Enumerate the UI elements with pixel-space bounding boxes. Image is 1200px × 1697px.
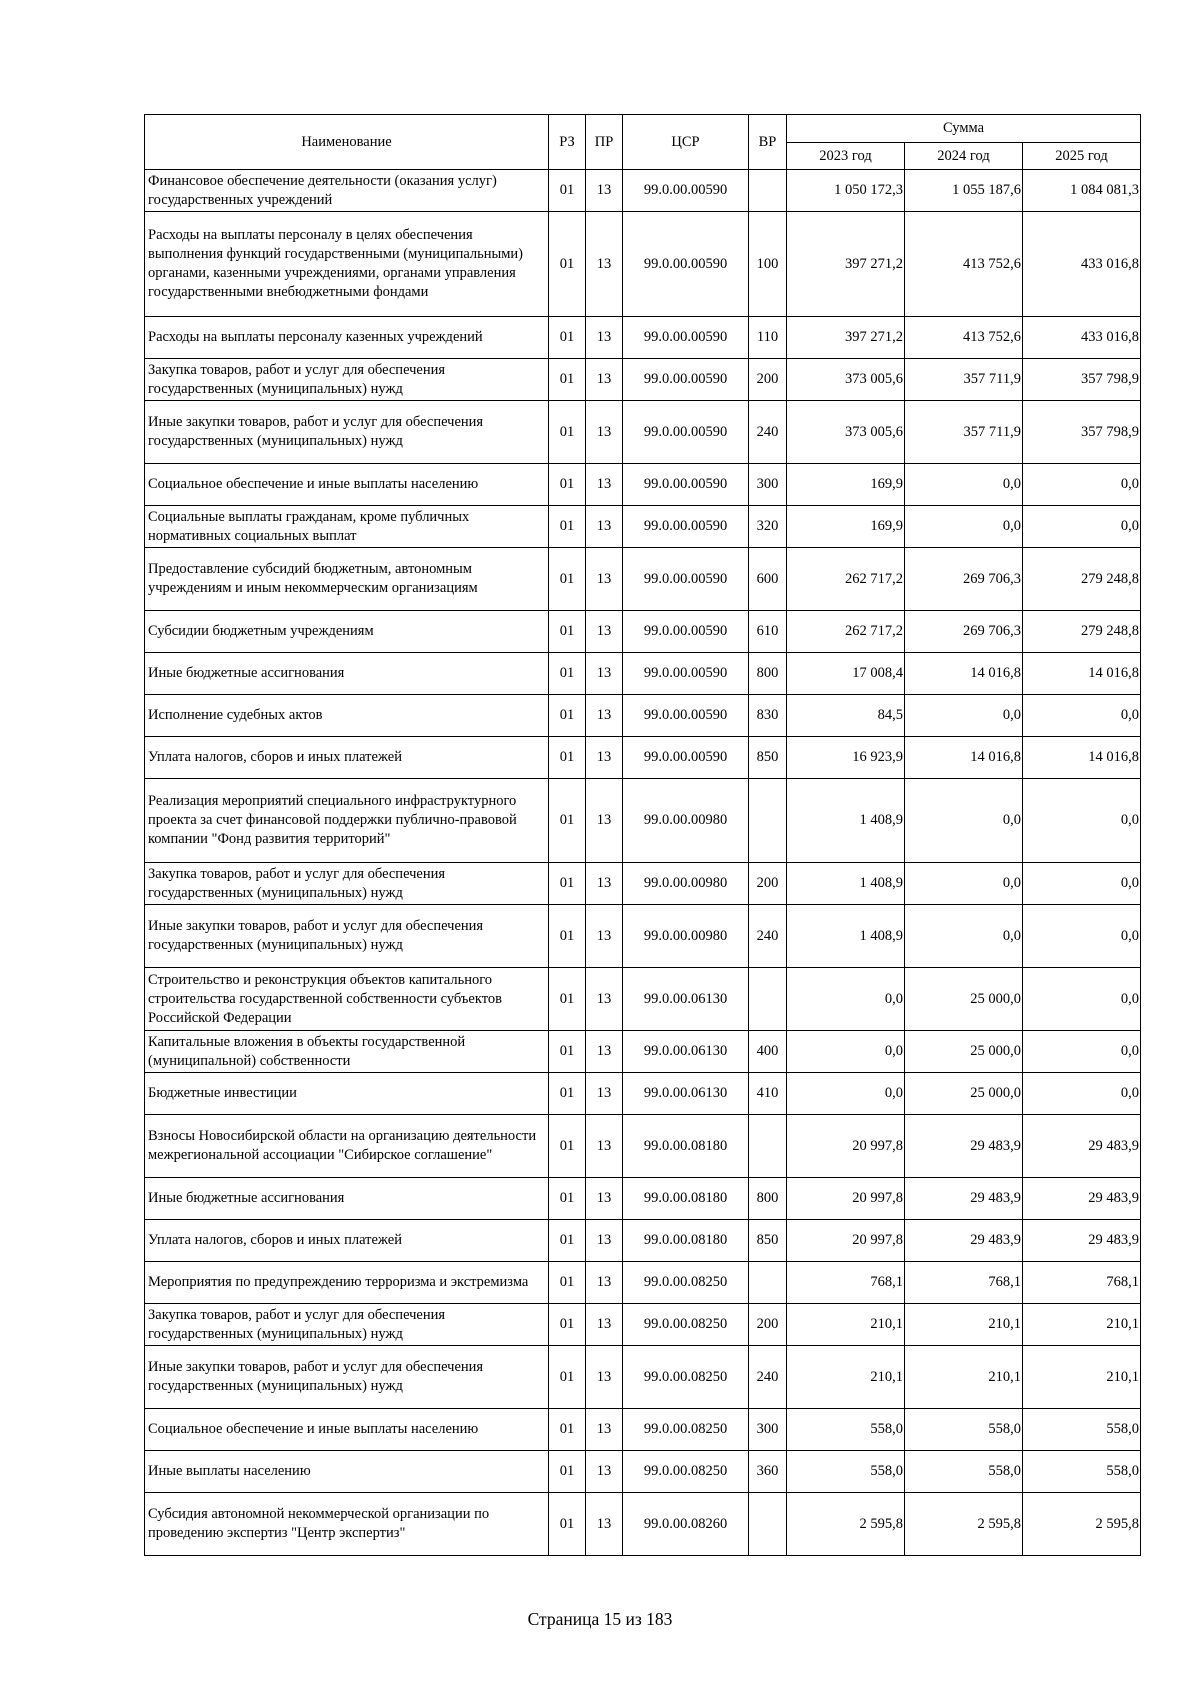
cell-sum-2023: 397 271,2 bbox=[787, 317, 905, 359]
table-row bbox=[145, 170, 1141, 212]
header-year-2024: 2024 год bbox=[905, 143, 1023, 170]
cell-pr: 13 bbox=[586, 1493, 623, 1556]
table-row bbox=[145, 1346, 1141, 1409]
cell-sum-2024: 269 706,3 bbox=[905, 611, 1023, 653]
cell-name: Предоставление субсидий бюджетным, автономным учреждениям и иным некоммерческим организациям bbox=[145, 548, 549, 611]
cell-name: Реализация мероприятий специального инфраструктурного проекта за счет финансовой поддержки публично-правовой компании "Фонд развития территорий" bbox=[145, 779, 549, 863]
cell-rz: 01 bbox=[549, 779, 586, 863]
cell-sum-2024: 25 000,0 bbox=[905, 1031, 1023, 1073]
cell-sum-2025: 0,0 bbox=[1023, 506, 1141, 548]
cell-sum-2024: 25 000,0 bbox=[905, 1073, 1023, 1115]
cell-rz: 01 bbox=[549, 1304, 586, 1346]
cell-pr: 13 bbox=[586, 359, 623, 401]
cell-pr: 13 bbox=[586, 1178, 623, 1220]
cell-sum-2023: 0,0 bbox=[787, 1073, 905, 1115]
cell-sum-2025: 558,0 bbox=[1023, 1409, 1141, 1451]
cell-csr: 99.0.00.08250 bbox=[623, 1409, 749, 1451]
cell-sum-2023: 397 271,2 bbox=[787, 212, 905, 317]
cell-name: Расходы на выплаты персоналу в целях обеспечения выполнения функций государственными (муниципальными) органами, казенными учреждениями, органами управления государственными внебюджетными фондами bbox=[145, 212, 549, 317]
cell-vr: 830 bbox=[749, 695, 787, 737]
cell-csr: 99.0.00.00590 bbox=[623, 317, 749, 359]
cell-vr: 300 bbox=[749, 464, 787, 506]
cell-rz: 01 bbox=[549, 359, 586, 401]
cell-sum-2024: 413 752,6 bbox=[905, 317, 1023, 359]
cell-rz: 01 bbox=[549, 611, 586, 653]
cell-csr: 99.0.00.08250 bbox=[623, 1451, 749, 1493]
cell-rz: 01 bbox=[549, 317, 586, 359]
cell-sum-2023: 1 050 172,3 bbox=[787, 170, 905, 212]
cell-rz: 01 bbox=[549, 1073, 586, 1115]
cell-sum-2023: 373 005,6 bbox=[787, 401, 905, 464]
cell-rz: 01 bbox=[549, 968, 586, 1031]
page-number: Страница 15 из 183 bbox=[527, 1609, 673, 1629]
cell-name: Мероприятия по предупреждению терроризма и экстремизма bbox=[145, 1262, 549, 1304]
cell-csr: 99.0.00.00590 bbox=[623, 611, 749, 653]
cell-pr: 13 bbox=[586, 737, 623, 779]
cell-rz: 01 bbox=[549, 506, 586, 548]
cell-sum-2025: 558,0 bbox=[1023, 1451, 1141, 1493]
header-csr: ЦСР bbox=[623, 115, 749, 170]
cell-rz: 01 bbox=[549, 1451, 586, 1493]
cell-sum-2025: 0,0 bbox=[1023, 1073, 1141, 1115]
cell-sum-2023: 558,0 bbox=[787, 1451, 905, 1493]
cell-pr: 13 bbox=[586, 611, 623, 653]
cell-rz: 01 bbox=[549, 695, 586, 737]
cell-vr: 240 bbox=[749, 401, 787, 464]
cell-sum-2024: 357 711,9 bbox=[905, 401, 1023, 464]
cell-pr: 13 bbox=[586, 1409, 623, 1451]
cell-csr: 99.0.00.00590 bbox=[623, 737, 749, 779]
cell-sum-2024: 0,0 bbox=[905, 695, 1023, 737]
cell-rz: 01 bbox=[549, 1178, 586, 1220]
cell-sum-2024: 0,0 bbox=[905, 863, 1023, 905]
cell-sum-2024: 25 000,0 bbox=[905, 968, 1023, 1031]
cell-sum-2024: 210,1 bbox=[905, 1304, 1023, 1346]
cell-csr: 99.0.00.00980 bbox=[623, 863, 749, 905]
cell-sum-2023: 768,1 bbox=[787, 1262, 905, 1304]
cell-sum-2024: 210,1 bbox=[905, 1346, 1023, 1409]
cell-pr: 13 bbox=[586, 1073, 623, 1115]
cell-sum-2024: 29 483,9 bbox=[905, 1220, 1023, 1262]
cell-rz: 01 bbox=[549, 1493, 586, 1556]
cell-sum-2023: 0,0 bbox=[787, 1031, 905, 1073]
table-row bbox=[145, 1262, 1141, 1304]
cell-name: Исполнение судебных актов bbox=[145, 695, 549, 737]
cell-sum-2025: 0,0 bbox=[1023, 863, 1141, 905]
cell-name: Иные закупки товаров, работ и услуг для обеспечения государственных (муниципальных) нужд bbox=[145, 1346, 549, 1409]
cell-sum-2025: 14 016,8 bbox=[1023, 737, 1141, 779]
cell-name: Субсидии бюджетным учреждениям bbox=[145, 611, 549, 653]
header-rz: РЗ bbox=[549, 115, 586, 170]
table-row bbox=[145, 1178, 1141, 1220]
cell-csr: 99.0.00.00590 bbox=[623, 464, 749, 506]
cell-csr: 99.0.00.00590 bbox=[623, 170, 749, 212]
cell-sum-2023: 16 923,9 bbox=[787, 737, 905, 779]
header-pr: ПР bbox=[586, 115, 623, 170]
cell-vr: 240 bbox=[749, 1346, 787, 1409]
cell-sum-2024: 29 483,9 bbox=[905, 1115, 1023, 1178]
header-year-2023: 2023 год bbox=[787, 143, 905, 170]
cell-rz: 01 bbox=[549, 212, 586, 317]
cell-name: Уплата налогов, сборов и иных платежей bbox=[145, 1220, 549, 1262]
cell-csr: 99.0.00.00590 bbox=[623, 506, 749, 548]
table-row bbox=[145, 317, 1141, 359]
cell-vr bbox=[749, 1115, 787, 1178]
cell-sum-2024: 357 711,9 bbox=[905, 359, 1023, 401]
cell-sum-2023: 84,5 bbox=[787, 695, 905, 737]
table-row bbox=[145, 611, 1141, 653]
cell-sum-2025: 0,0 bbox=[1023, 779, 1141, 863]
cell-pr: 13 bbox=[586, 1451, 623, 1493]
table-row bbox=[145, 548, 1141, 611]
cell-sum-2025: 14 016,8 bbox=[1023, 653, 1141, 695]
cell-pr: 13 bbox=[586, 1031, 623, 1073]
table-row bbox=[145, 737, 1141, 779]
cell-rz: 01 bbox=[549, 1346, 586, 1409]
cell-sum-2025: 1 084 081,3 bbox=[1023, 170, 1141, 212]
cell-vr: 200 bbox=[749, 863, 787, 905]
cell-csr: 99.0.00.00980 bbox=[623, 779, 749, 863]
table-row bbox=[145, 905, 1141, 968]
cell-csr: 99.0.00.00590 bbox=[623, 695, 749, 737]
cell-sum-2024: 558,0 bbox=[905, 1451, 1023, 1493]
cell-vr: 800 bbox=[749, 653, 787, 695]
cell-rz: 01 bbox=[549, 863, 586, 905]
cell-name: Иные бюджетные ассигнования bbox=[145, 1178, 549, 1220]
table-row bbox=[145, 779, 1141, 863]
header-vr: ВР bbox=[749, 115, 787, 170]
cell-csr: 99.0.00.08180 bbox=[623, 1115, 749, 1178]
cell-sum-2023: 262 717,2 bbox=[787, 611, 905, 653]
cell-vr: 410 bbox=[749, 1073, 787, 1115]
header-sum: Сумма bbox=[787, 115, 1141, 143]
cell-vr: 610 bbox=[749, 611, 787, 653]
cell-sum-2023: 169,9 bbox=[787, 506, 905, 548]
cell-vr bbox=[749, 1493, 787, 1556]
cell-pr: 13 bbox=[586, 695, 623, 737]
cell-csr: 99.0.00.00590 bbox=[623, 548, 749, 611]
cell-sum-2023: 210,1 bbox=[787, 1304, 905, 1346]
cell-vr: 100 bbox=[749, 212, 787, 317]
cell-sum-2025: 433 016,8 bbox=[1023, 317, 1141, 359]
cell-sum-2023: 1 408,9 bbox=[787, 905, 905, 968]
table-row bbox=[145, 653, 1141, 695]
cell-vr: 600 bbox=[749, 548, 787, 611]
cell-name: Иные бюджетные ассигнования bbox=[145, 653, 549, 695]
cell-sum-2023: 20 997,8 bbox=[787, 1178, 905, 1220]
cell-name: Закупка товаров, работ и услуг для обеспечения государственных (муниципальных) нужд bbox=[145, 359, 549, 401]
cell-csr: 99.0.00.08250 bbox=[623, 1304, 749, 1346]
cell-sum-2023: 262 717,2 bbox=[787, 548, 905, 611]
cell-pr: 13 bbox=[586, 779, 623, 863]
cell-pr: 13 bbox=[586, 1346, 623, 1409]
cell-sum-2025: 0,0 bbox=[1023, 905, 1141, 968]
cell-sum-2025: 2 595,8 bbox=[1023, 1493, 1141, 1556]
cell-csr: 99.0.00.00590 bbox=[623, 401, 749, 464]
cell-sum-2024: 413 752,6 bbox=[905, 212, 1023, 317]
cell-sum-2025: 433 016,8 bbox=[1023, 212, 1141, 317]
cell-sum-2024: 2 595,8 bbox=[905, 1493, 1023, 1556]
cell-csr: 99.0.00.08250 bbox=[623, 1346, 749, 1409]
budget-table-sheet bbox=[144, 114, 1140, 1556]
cell-sum-2025: 0,0 bbox=[1023, 464, 1141, 506]
cell-sum-2025: 0,0 bbox=[1023, 1031, 1141, 1073]
cell-sum-2023: 373 005,6 bbox=[787, 359, 905, 401]
cell-pr: 13 bbox=[586, 1115, 623, 1178]
cell-sum-2023: 20 997,8 bbox=[787, 1115, 905, 1178]
cell-csr: 99.0.00.08180 bbox=[623, 1220, 749, 1262]
cell-name: Субсидия автономной некоммерческой организации по проведению экспертиз "Центр экспертиз" bbox=[145, 1493, 549, 1556]
cell-sum-2024: 29 483,9 bbox=[905, 1178, 1023, 1220]
cell-pr: 13 bbox=[586, 1304, 623, 1346]
cell-sum-2023: 0,0 bbox=[787, 968, 905, 1031]
table-row bbox=[145, 1304, 1141, 1346]
table-row bbox=[145, 212, 1141, 317]
table-row bbox=[145, 863, 1141, 905]
cell-vr: 850 bbox=[749, 1220, 787, 1262]
cell-csr: 99.0.00.08250 bbox=[623, 1262, 749, 1304]
cell-vr: 360 bbox=[749, 1451, 787, 1493]
cell-sum-2025: 29 483,9 bbox=[1023, 1220, 1141, 1262]
cell-vr: 400 bbox=[749, 1031, 787, 1073]
cell-sum-2025: 768,1 bbox=[1023, 1262, 1141, 1304]
cell-csr: 99.0.00.00980 bbox=[623, 905, 749, 968]
cell-csr: 99.0.00.00590 bbox=[623, 359, 749, 401]
cell-name: Иные закупки товаров, работ и услуг для обеспечения государственных (муниципальных) нужд bbox=[145, 905, 549, 968]
cell-vr: 850 bbox=[749, 737, 787, 779]
cell-sum-2024: 0,0 bbox=[905, 464, 1023, 506]
cell-vr bbox=[749, 779, 787, 863]
cell-csr: 99.0.00.06130 bbox=[623, 968, 749, 1031]
cell-csr: 99.0.00.06130 bbox=[623, 1073, 749, 1115]
table-row bbox=[145, 401, 1141, 464]
cell-sum-2023: 169,9 bbox=[787, 464, 905, 506]
cell-pr: 13 bbox=[586, 212, 623, 317]
cell-sum-2023: 1 408,9 bbox=[787, 863, 905, 905]
cell-vr: 800 bbox=[749, 1178, 787, 1220]
cell-csr: 99.0.00.00590 bbox=[623, 653, 749, 695]
cell-name: Расходы на выплаты персоналу казенных учреждений bbox=[145, 317, 549, 359]
cell-sum-2025: 0,0 bbox=[1023, 695, 1141, 737]
cell-csr: 99.0.00.06130 bbox=[623, 1031, 749, 1073]
cell-sum-2024: 0,0 bbox=[905, 779, 1023, 863]
table-row bbox=[145, 464, 1141, 506]
table-row bbox=[145, 968, 1141, 1031]
cell-name: Капитальные вложения в объекты государственной (муниципальной) собственности bbox=[145, 1031, 549, 1073]
cell-pr: 13 bbox=[586, 1220, 623, 1262]
cell-sum-2024: 14 016,8 bbox=[905, 653, 1023, 695]
cell-sum-2023: 17 008,4 bbox=[787, 653, 905, 695]
cell-vr: 300 bbox=[749, 1409, 787, 1451]
table-row bbox=[145, 1031, 1141, 1073]
cell-pr: 13 bbox=[586, 170, 623, 212]
cell-sum-2024: 269 706,3 bbox=[905, 548, 1023, 611]
table-row bbox=[145, 506, 1141, 548]
cell-pr: 13 bbox=[586, 464, 623, 506]
cell-sum-2025: 29 483,9 bbox=[1023, 1178, 1141, 1220]
cell-pr: 13 bbox=[586, 653, 623, 695]
cell-name: Социальное обеспечение и иные выплаты населению bbox=[145, 464, 549, 506]
cell-vr bbox=[749, 170, 787, 212]
cell-rz: 01 bbox=[549, 905, 586, 968]
cell-sum-2025: 0,0 bbox=[1023, 968, 1141, 1031]
cell-csr: 99.0.00.08260 bbox=[623, 1493, 749, 1556]
cell-sum-2025: 210,1 bbox=[1023, 1304, 1141, 1346]
cell-name: Строительство и реконструкция объектов капитального строительства государственной собственности субъектов Российской Федерации bbox=[145, 968, 549, 1031]
cell-pr: 13 bbox=[586, 401, 623, 464]
cell-pr: 13 bbox=[586, 317, 623, 359]
cell-sum-2024: 558,0 bbox=[905, 1409, 1023, 1451]
cell-vr: 240 bbox=[749, 905, 787, 968]
cell-rz: 01 bbox=[549, 737, 586, 779]
cell-rz: 01 bbox=[549, 1031, 586, 1073]
cell-vr: 200 bbox=[749, 1304, 787, 1346]
table-row bbox=[145, 695, 1141, 737]
cell-sum-2023: 210,1 bbox=[787, 1346, 905, 1409]
cell-vr bbox=[749, 968, 787, 1031]
table-row bbox=[145, 1073, 1141, 1115]
cell-name: Взносы Новосибирской области на организацию деятельности межрегиональной ассоциации "Сибирское соглашение" bbox=[145, 1115, 549, 1178]
cell-sum-2023: 2 595,8 bbox=[787, 1493, 905, 1556]
cell-rz: 01 bbox=[549, 548, 586, 611]
cell-rz: 01 bbox=[549, 464, 586, 506]
cell-sum-2025: 210,1 bbox=[1023, 1346, 1141, 1409]
table-row bbox=[145, 1220, 1141, 1262]
cell-pr: 13 bbox=[586, 1262, 623, 1304]
cell-name: Иные закупки товаров, работ и услуг для обеспечения государственных (муниципальных) нужд bbox=[145, 401, 549, 464]
cell-pr: 13 bbox=[586, 506, 623, 548]
table-row bbox=[145, 1409, 1141, 1451]
cell-name: Иные выплаты населению bbox=[145, 1451, 549, 1493]
cell-rz: 01 bbox=[549, 170, 586, 212]
cell-name: Социальные выплаты гражданам, кроме публичных нормативных социальных выплат bbox=[145, 506, 549, 548]
cell-sum-2025: 279 248,8 bbox=[1023, 548, 1141, 611]
cell-sum-2024: 14 016,8 bbox=[905, 737, 1023, 779]
cell-vr: 320 bbox=[749, 506, 787, 548]
cell-vr: 110 bbox=[749, 317, 787, 359]
table-row bbox=[145, 1451, 1141, 1493]
cell-sum-2025: 357 798,9 bbox=[1023, 359, 1141, 401]
cell-sum-2024: 0,0 bbox=[905, 506, 1023, 548]
cell-name: Закупка товаров, работ и услуг для обеспечения государственных (муниципальных) нужд bbox=[145, 1304, 549, 1346]
cell-pr: 13 bbox=[586, 548, 623, 611]
table-header bbox=[145, 115, 1141, 170]
header-name: Наименование bbox=[145, 115, 549, 170]
cell-csr: 99.0.00.00590 bbox=[623, 212, 749, 317]
cell-sum-2025: 29 483,9 bbox=[1023, 1115, 1141, 1178]
cell-sum-2024: 768,1 bbox=[905, 1262, 1023, 1304]
cell-name: Закупка товаров, работ и услуг для обеспечения государственных (муниципальных) нужд bbox=[145, 863, 549, 905]
cell-rz: 01 bbox=[549, 1409, 586, 1451]
cell-sum-2025: 279 248,8 bbox=[1023, 611, 1141, 653]
cell-vr: 200 bbox=[749, 359, 787, 401]
cell-rz: 01 bbox=[549, 1220, 586, 1262]
cell-sum-2023: 1 408,9 bbox=[787, 779, 905, 863]
cell-sum-2025: 357 798,9 bbox=[1023, 401, 1141, 464]
cell-pr: 13 bbox=[586, 905, 623, 968]
cell-rz: 01 bbox=[549, 401, 586, 464]
cell-name: Уплата налогов, сборов и иных платежей bbox=[145, 737, 549, 779]
table-row bbox=[145, 1115, 1141, 1178]
cell-vr bbox=[749, 1262, 787, 1304]
cell-name: Бюджетные инвестиции bbox=[145, 1073, 549, 1115]
cell-sum-2024: 0,0 bbox=[905, 905, 1023, 968]
header-year-2025: 2025 год bbox=[1023, 143, 1141, 170]
table-row bbox=[145, 359, 1141, 401]
table-row bbox=[145, 1493, 1141, 1556]
cell-sum-2023: 558,0 bbox=[787, 1409, 905, 1451]
cell-csr: 99.0.00.08180 bbox=[623, 1178, 749, 1220]
cell-rz: 01 bbox=[549, 1262, 586, 1304]
table-body bbox=[145, 170, 1141, 1556]
cell-rz: 01 bbox=[549, 1115, 586, 1178]
budget-table bbox=[144, 114, 1141, 1556]
cell-pr: 13 bbox=[586, 968, 623, 1031]
cell-sum-2023: 20 997,8 bbox=[787, 1220, 905, 1262]
cell-name: Социальное обеспечение и иные выплаты населению bbox=[145, 1409, 549, 1451]
cell-rz: 01 bbox=[549, 653, 586, 695]
cell-pr: 13 bbox=[586, 863, 623, 905]
cell-sum-2024: 1 055 187,6 bbox=[905, 170, 1023, 212]
cell-name: Финансовое обеспечение деятельности (оказания услуг) государственных учреждений bbox=[145, 170, 549, 212]
